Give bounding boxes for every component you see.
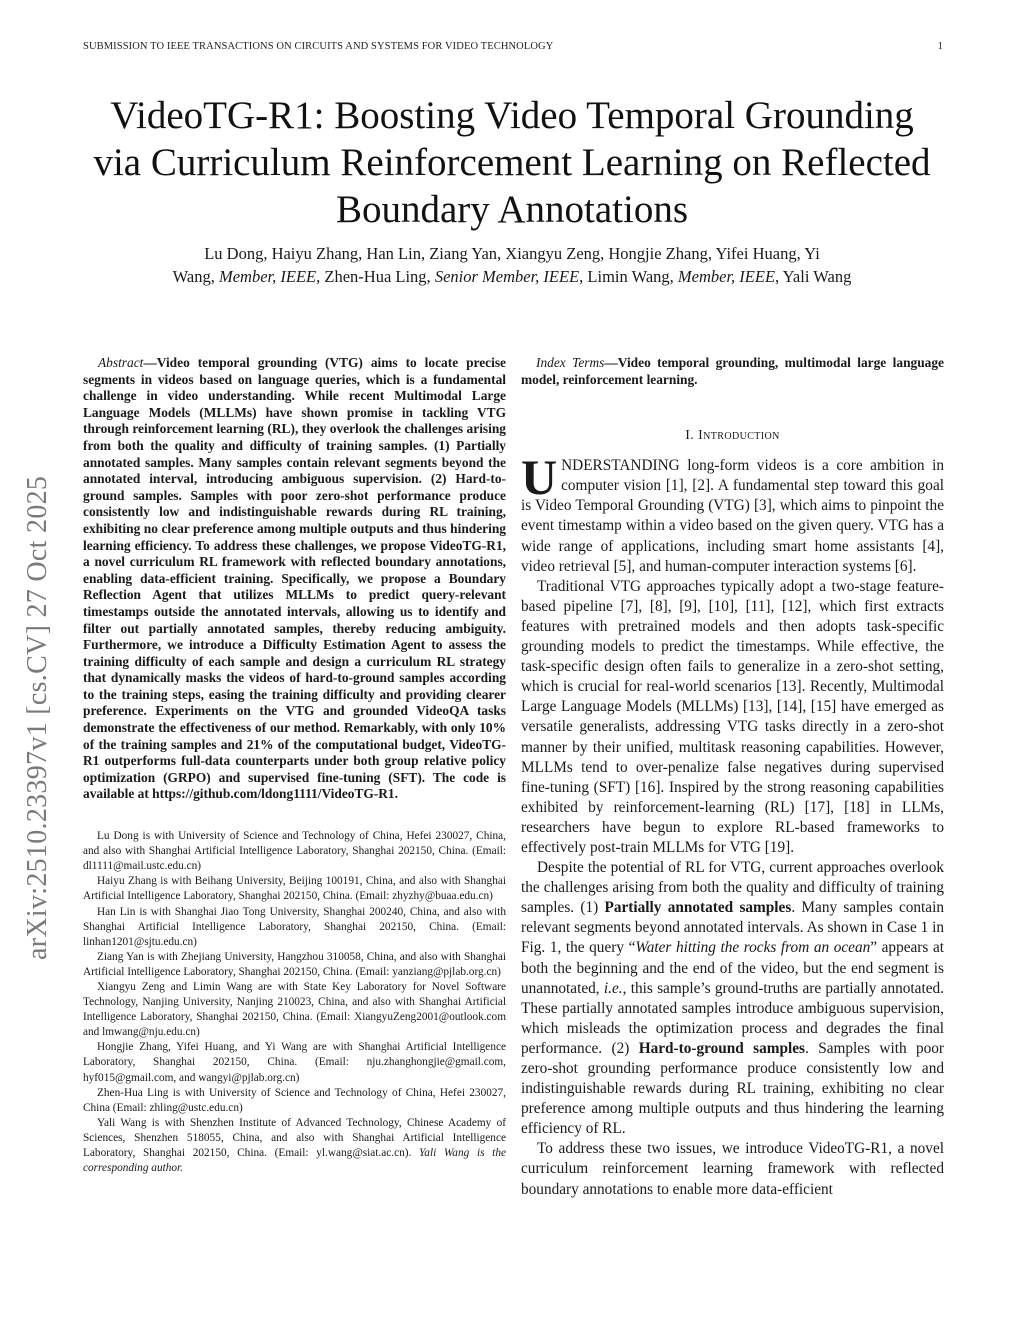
paragraph-text: , this sample’s ground-truths are partially annotated. These partially annotated samples introduce ambiguous supervision, which misleads the optimization process and degrades the final performance. (2) [521,979,944,1057]
drop-cap: U [521,449,558,506]
affiliation-note: Hongjie Zhang, Yifei Huang, and Yi Wang are with Shanghai Artificial Intelligence Laboratory, Shanghai 202150, China. (Email: nju.zhanghongjie@gmail.com, hyf015@gmail.com, and wangyi@pjlab.org.cn) [83,1041,506,1084]
author-text: , Limin Wang, [579,267,678,286]
paragraph: To address these two issues, we introduce VideoTG-R1, a novel curriculum reinforcement learning framework with reflected boundary annotations to enable more data-efficient [521,1140,944,1198]
abstract-text: —Video temporal grounding (VTG) aims to locate precise segments in videos based on language queries, which is a fundamental challenge in video understanding. While recent Multimodal Large Language Models (MLLMs) have shown promise in tackling VTG through reinforcement learning (RL), they overlook the challenges arising from both the quality and difficulty of training samples. (1) Partially annotated samples. Many samples contain relevant segments beyond the annotated interval, introducing ambiguous supervision. (2) Hard-to-ground samples. Samples with poor zero-shot performance produce consistently low and indistinguishable rewards during RL training, exhibiting no clear preference among multiple outputs and thus hindering learning efficiency. To address these challenges, we propose VideoTG-R1, a novel curriculum RL framework with reflected boundary annotations, enabling data-efficient training. Specifically, we propose a Boundary Reflection Agent that utilizes MLLMs to predict query-relevant timestamps outside the annotated intervals, allowing us to identify and filter out partially annotated samples, thereby reducing ambiguity. Furthermore, we introduce a Difficulty Estimation Agent to assess the training difficulty of each sample and design a curriculum RL strategy that dynamically masks the videos of hard-to-ground samples according to the training steps, easing the training difficulty and providing clearer preference. Experiments on the VTG and grounded VideoQA tasks demonstrate the effectiveness of our method. Remarkably, with only 10% of the training samples and 21% of the computational budget, VideoTG-R1 outperforms full-data counterparts under both group relative policy optimization (GRPO) and supervised fine-tuning (SFT). The code is available at https://github.com/ldong1111/VideoTG-R1. [83,355,506,802]
journal-name: SUBMISSION TO IEEE TRANSACTIONS ON CIRCUITS AND SYSTEMS FOR VIDEO TECHNOLOGY [83,41,554,52]
index-terms-text: —Video temporal grounding, multimodal large language model, reinforcement learning. [521,355,944,387]
author-role: Senior Member, IEEE [434,267,580,286]
author-role: Member, IEEE [218,267,317,286]
paragraph-text: . Many samples contain relevant segments beyond annotated intervals. As shown in Case 1 in Fig. 1, the query “ [521,899,944,957]
paragraph [521,449,944,577]
author-text: , Zhen-Hua Ling, [316,267,435,286]
affiliation-note: Lu Dong is with University of Science and Technology of China, Hefei 230027, China, and also with Shanghai Artificial Intelligence Laboratory, Shanghai 202150, China. (Email: dl1111@mail.ustc.edu.cn) [83,830,506,873]
author-line [80,265,944,288]
author-list [80,242,944,288]
affiliation-note: Zhen-Hua Ling is with University of Science and Technology of China, Hefei 230027, China (Email: zhling@ustc.edu.cn) [83,1086,506,1114]
right-column [521,355,944,1200]
affiliation-text: Yali Wang is with Shenzhen Institute of Advanced Technology, Chinese Academy of Sciences, Shenzhen 518055, China, and also with Shanghai Artificial Intelligence Laboratory, Shanghai 202150, China. (Email: yl.wang@siat.ac.cn). [83,1116,506,1159]
arxiv-identifier: arXiv:2510.23397v1 [cs.CV] 27 Oct 2025 [22,475,53,960]
emphasis: i.e. [603,979,623,997]
paragraph [521,858,944,1139]
affiliation-note: Ziang Yan is with Zhejiang University, Hangzhou 310058, China, and also with Shanghai Artificial Intelligence Laboratory, Shanghai 202150, China. (Email: yanziang@pjlab.org.cn) [83,950,506,978]
title-line: via Curriculum Reinforcement Learning on Reflected [93,141,931,184]
query-quote: Water hitting the rocks from an ocean [635,939,871,957]
affiliation-note [83,1116,506,1176]
affiliation-note: Han Lin is with Shanghai Jiao Tong University, Shanghai 200240, China, and also with Shanghai Artificial Intelligence Laboratory, Shanghai 202150, China. (Email: linhan1201@sjtu.edu.cn) [83,905,506,948]
emphasis: Partially annotated samples [604,899,792,917]
left-column [83,355,506,1176]
corresponding-author-note: Yali Wang is the corresponding author. [83,1147,506,1175]
affiliation-note: Xiangyu Zeng and Limin Wang are with State Key Laboratory for Novel Software Technology, Nanjing University, Nanjing 210023, China, and also with Shanghai Artificial Intelligence Laboratory, Shanghai 202150, China. (Email: XiangyuZeng2001@outlook.com and lmwang@nju.edu.cn) [83,980,506,1039]
section-title: Introduction [698,428,780,444]
author-text: Wang, [172,267,219,286]
index-terms-label: Index Terms [536,355,605,370]
abstract [83,355,506,803]
section-number: I. [685,428,699,444]
paragraph: Traditional VTG approaches typically adopt a two-stage feature-based pipeline [7], [8], [9], [10], [11], [12], which first extracts features with pretrained models and then adopts task-specific grounding models to predict the timestamps. While effective, the task-specific design often fails to generalize in a zero-shot setting, which is crucial for real-world scenarios [13]. Recently, Multimodal Large Language Models (MLLMs) [13], [14], [15] have emerged as versatile generalists, addressing VTG tasks directly in a zero-shot manner by their unified, multitask reasoning capabilities. However, MLLMs tend to over-penalize false negatives during supervised fine-tuning (SFT) [16]. Inspired by the strong reasoning capabilities exhibited by reinforcement-learning (RL) [17], [18] in LLMs, researchers have begun to explore RL-based frameworks to effectively post-train MLLMs for VTG [19]. [521,577,944,856]
index-terms [521,355,944,388]
emphasis: Hard-to-ground samples [638,1039,806,1057]
paragraph-text: . Samples with poor zero-shot grounding performance produce consistently low and indistinguishable rewards during RL training, exhibiting no clear preference among multiple outputs and thus hindering the learning efficiency of RL. [521,1039,945,1138]
title-line: VideoTG-R1: Boosting Video Temporal Grounding [110,94,914,137]
title-line: Boundary Annotations [335,188,689,231]
abstract-label: Abstract [98,355,144,370]
author-affiliations [83,829,506,1176]
paragraph-text: ” appears at both the beginning and the end of the video, but the end segment is unannotated, [521,939,944,997]
section-heading-introduction [521,428,944,444]
page-number: 1 [937,41,943,52]
paragraph-text: NDERSTANDING long-form videos is a core ambition in computer vision [1], [2]. A fundamental step toward this goal is Video Temporal Grounding (VTG) [3], which aims to pinpoint the event timestamp within a video based on the given query. VTG has a wide range of applications, including smart home assistants [4], video retrieval [5], and human-computer interaction systems [6]. [521,457,944,575]
author-role: Member, IEEE [677,267,776,286]
introduction-body [521,449,945,1199]
affiliation-note: Haiyu Zhang is with Beihang University, Beijing 100191, China, and also with Shanghai Artificial Intelligence Laboratory, Shanghai 202150, China. (Email: zhyzhy@buaa.edu.cn) [83,875,506,903]
author-text: , Yali Wang [775,267,852,286]
running-head [83,41,943,52]
paper-title [60,92,964,233]
paragraph-text: Despite the potential of RL for VTG, current approaches overlook the challenges arising from both the quality and difficulty of training samples. (1) [521,859,944,917]
author-line: Lu Dong, Haiyu Zhang, Han Lin, Ziang Yan, Xiangyu Zeng, Hongjie Zhang, Yifei Huang, Yi [204,244,820,263]
